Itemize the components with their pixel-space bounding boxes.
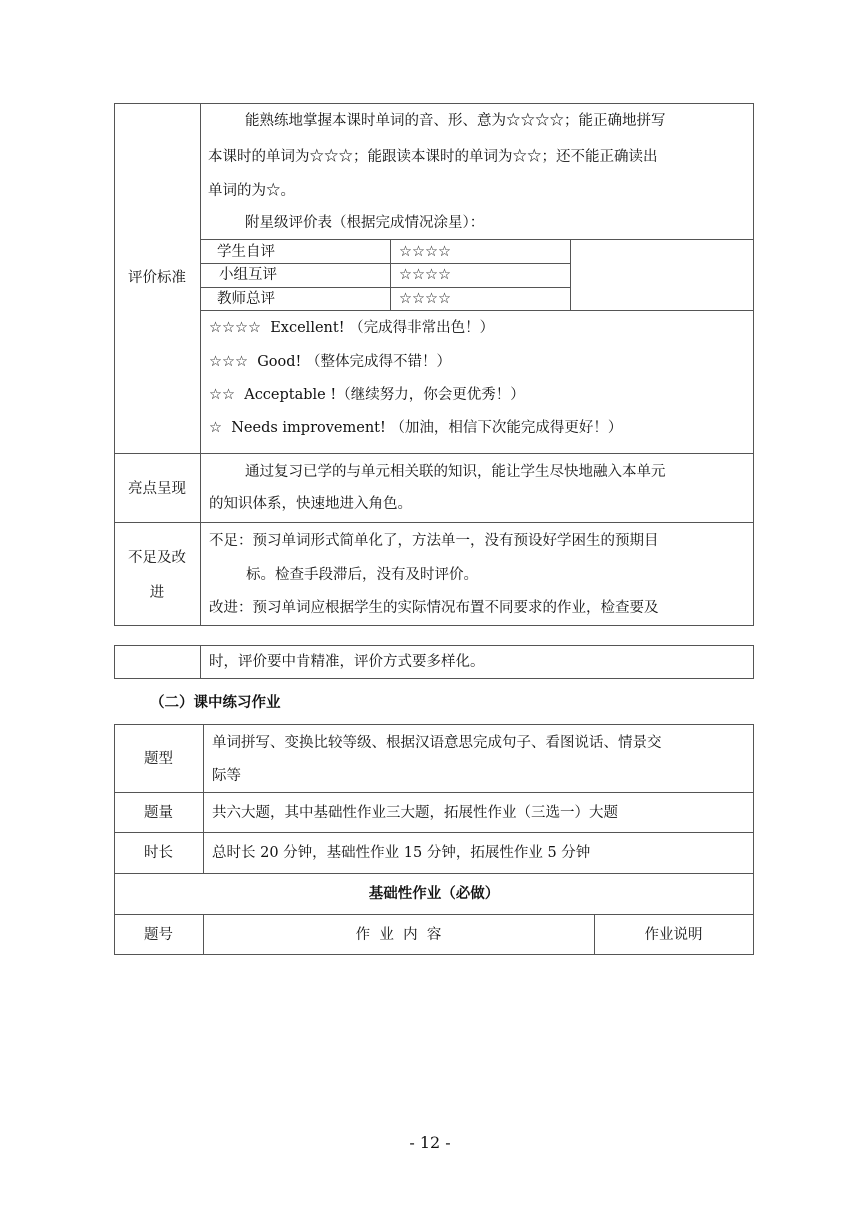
section-heading: （二）课中练习作业 [150,695,281,711]
inner-border [200,239,753,240]
level-line: ☆☆☆ Good! （整体完成得不错！） [209,354,451,370]
table-border [200,645,201,679]
col-header-number: 题号 [144,927,173,943]
improve-label: 进 [149,585,165,601]
inner-border [390,239,391,310]
eval-paragraph-line: 本课时的单词为☆☆☆；能跟读本课时的单词为☆☆；还不能正确读出 [208,149,658,165]
table-border [753,103,754,626]
table-border [114,453,754,454]
eval-criteria-label: 评价标准 [128,270,186,286]
row-text: 共六大题，其中基础性作业三大题，拓展性作业（三选一）大题 [212,805,618,821]
col-header-note: 作业说明 [644,927,703,943]
star-row-label: 教师总评 [217,291,275,307]
level-line: ☆ Needs improvement! （加油，相信下次能完成得更好！） [209,420,623,436]
table-border [114,724,754,725]
star-row-stars: ☆☆☆☆ [399,267,451,283]
continued-text: 时，评价要中肯精准，评价方式要多样化。 [209,654,485,670]
table-border [114,645,115,679]
table-border [114,832,754,833]
row-text: 总时长 20 分钟，基础性作业 15 分钟，拓展性作业 5 分钟 [212,845,591,861]
row-text: 际等 [212,768,241,784]
eval-paragraph-line: 能熟练地掌握本课时单词的音、形、意为☆☆☆☆；能正确地拼写 [245,113,666,129]
improve-line: 标。检查手段滞后，没有及时评价。 [246,567,478,583]
star-row-stars: ☆☆☆☆ [399,244,451,260]
star-row-stars: ☆☆☆☆ [399,291,451,307]
table-border [114,914,754,915]
row-label: 题量 [144,805,173,821]
table-border [114,873,754,874]
level-line: ☆☆ Acceptable !（继续努力，你会更优秀！） [209,387,525,403]
basic-homework-header: 基础性作业（必做） [368,886,500,902]
row-label: 题型 [144,751,173,767]
table-border [200,103,201,626]
improve-line: 不足：预习单词形式简单化了，方法单一，没有预设好学困生的预期目 [209,533,659,549]
row-label: 时长 [144,845,173,861]
highlight-line: 的知识体系，快速地进入角色。 [209,496,412,512]
highlight-line: 通过复习已学的与单元相关联的知识，能让学生尽快地融入本单元 [245,464,666,480]
level-line: ☆☆☆☆ Excellent! （完成得非常出色！） [209,320,495,336]
improve-line: 改进：预习单词应根据学生的实际情况布置不同要求的作业，检查要及 [209,600,659,616]
highlight-label: 亮点呈现 [128,481,186,497]
table-border [114,954,754,955]
eval-paragraph-line: 单词的为☆。 [208,183,295,199]
table-border [114,625,754,626]
star-row-label: 学生自评 [217,244,275,260]
table-border [203,724,204,873]
inner-border [200,263,571,264]
inner-border [200,310,753,311]
table-border [114,103,754,104]
star-row-label: 小组互评 [219,267,277,283]
improve-label: 不足及改 [128,550,186,566]
inner-border [570,239,571,310]
table-border [753,724,754,955]
table-border [114,678,754,679]
table-border [114,645,754,646]
page-number: - 12 - [409,1133,451,1152]
inner-border [200,287,571,288]
col-header-content: 作 业 内 容 [355,927,442,943]
star-table-caption: 附星级评价表（根据完成情况涂星）： [245,215,485,231]
table-border [753,645,754,679]
table-border [114,522,754,523]
table-border [114,792,754,793]
row-text: 单词拼写、变换比较等级、根据汉语意思完成句子、看图说话、情景交 [212,735,662,751]
